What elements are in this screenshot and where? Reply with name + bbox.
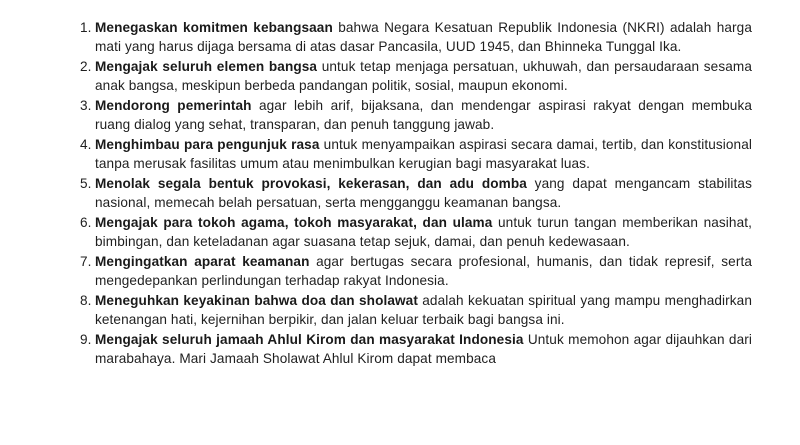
list-item	[80, 57, 752, 95]
item-text: untuk tetap menjaga persatuan, ukhuwah, dan persaudaraan sesama anak bangsa, meskipun berbeda pandangan politik, sosial, maupun ekonomi.	[95, 59, 752, 93]
item-number: 8.	[80, 293, 92, 308]
list-item	[80, 330, 752, 368]
item-lead: Mengajak seluruh jamaah Ahlul Kirom dan masyarakat Indonesia	[95, 332, 524, 347]
list-item	[80, 291, 752, 329]
item-lead: Menghimbau para pengunjuk rasa	[95, 137, 320, 152]
item-lead: Mengajak seluruh elemen bangsa	[95, 59, 318, 74]
list-item	[80, 252, 752, 290]
list-item	[80, 96, 752, 134]
item-text: untuk turun tangan memberikan nasihat, bimbingan, dan keteladanan agar suasana tetap sejuk, damai, dan penuh kedewasaan.	[95, 215, 752, 249]
item-text: bahwa Negara Kesatuan Republik Indonesia (NKRI) adalah harga mati yang harus dijaga bersama di atas dasar Pancasila, UUD 1945, dan Bhinneka Tunggal Ika.	[95, 20, 752, 54]
item-number: 4.	[80, 137, 92, 152]
item-number: 5.	[80, 176, 92, 191]
item-number: 9.	[80, 332, 92, 347]
item-text: agar lebih arif, bijaksana, dan mendengar aspirasi rakyat dengan membuka ruang dialog yang sehat, transparan, dan penuh tanggung jawab.	[95, 98, 753, 132]
item-lead: Mengajak para tokoh agama, tokoh masyarakat, dan ulama	[95, 215, 493, 230]
list-item	[80, 135, 752, 173]
item-text: agar bertugas secara profesional, humanis, dan tidak represif, serta mengedepankan perlindungan terhadap rakyat Indonesia.	[95, 254, 752, 288]
item-number: 1.	[80, 20, 92, 35]
item-number: 2.	[80, 59, 92, 74]
bottom-fade	[0, 431, 800, 445]
item-lead: Menegaskan komitmen kebangsaan	[95, 20, 333, 35]
item-number: 7.	[80, 254, 92, 269]
statement-list	[80, 18, 752, 369]
item-text: yang dapat mengancam stabilitas nasional, memecah belah persatuan, serta mengganggu keamanan bangsa.	[95, 176, 752, 210]
item-lead: Mengingatkan aparat keamanan	[95, 254, 310, 269]
item-text: adalah kekuatan spiritual yang mampu menghadirkan ketenangan hati, kejernihan berpikir, dan jalan keluar terbaik bagi bangsa ini.	[95, 293, 752, 327]
item-number: 3.	[80, 98, 92, 113]
item-lead: Menolak segala bentuk provokasi, kekerasan, dan adu domba	[95, 176, 527, 191]
item-text: untuk menyampaikan aspirasi secara damai, tertib, dan konstitusional tanpa merusak fasilitas umum atau menimbulkan kerugian bagi masyarakat luas.	[95, 137, 752, 171]
list-item	[80, 174, 752, 212]
item-number: 6.	[80, 215, 92, 230]
item-lead: Mendorong pemerintah	[95, 98, 252, 113]
item-lead: Meneguhkan keyakinan bahwa doa dan sholawat	[95, 293, 418, 308]
list-item	[80, 18, 752, 56]
list-item	[80, 213, 752, 251]
item-text: Untuk memohon agar dijauhkan dari marabahaya. Mari Jamaah Sholawat Ahlul Kirom dapat membaca	[95, 332, 752, 366]
